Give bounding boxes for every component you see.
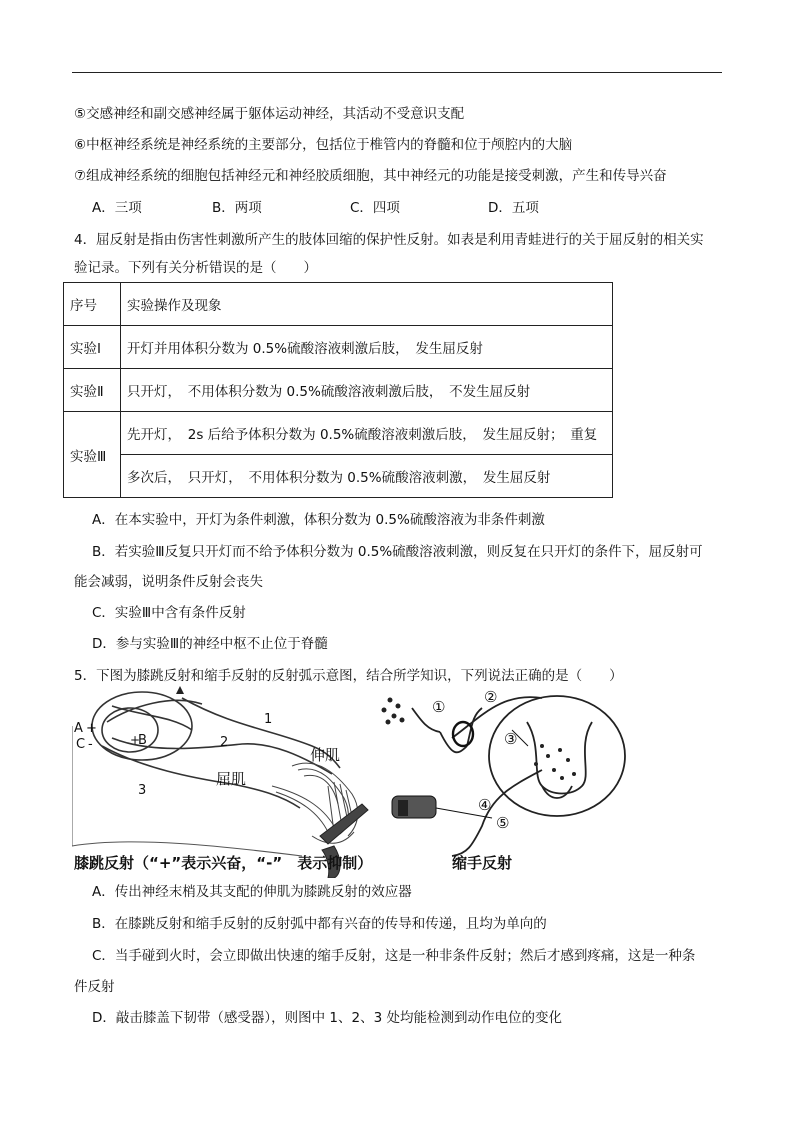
table-header-id: 序号 xyxy=(64,283,121,326)
q4-option-d[interactable]: D．参与实验Ⅲ的神经中枢不止位于脊髓 xyxy=(92,636,328,652)
q4-stem-line2: 验记录。下列有关分析错误的是（ ） xyxy=(74,260,317,276)
q3-option-a[interactable]: A．三项 xyxy=(92,200,142,216)
label-extensor: 伸肌 xyxy=(310,746,341,764)
header-rule xyxy=(72,72,722,73)
q5-option-a[interactable]: A．传出神经末梢及其支配的伸肌为膝跳反射的效应器 xyxy=(92,884,412,900)
reflex-arc-drawing xyxy=(72,686,652,878)
label-circled-2: ② xyxy=(484,688,498,706)
table-cell-id: 实验Ⅱ xyxy=(64,369,121,412)
label-circled-5: ⑤ xyxy=(496,814,510,832)
statement-7: ⑦组成神经系统的细胞包括神经元和神经胶质细胞，其中神经元的功能是接受刺激，产生和传导兴奋 xyxy=(74,168,667,184)
table-row xyxy=(64,455,613,498)
svg-text:-: - xyxy=(88,737,93,752)
table-row xyxy=(64,412,613,455)
label-2: 2 xyxy=(220,735,229,750)
table-row xyxy=(64,326,613,369)
label-circled-3: ③ xyxy=(504,730,518,748)
q4-option-b-cont: 能会减弱，说明条件反射会丧失 xyxy=(74,574,263,590)
table-header-procedure: 实验操作及现象 xyxy=(121,283,613,326)
reflex-arc-figure xyxy=(72,686,652,878)
statement-5: ⑤交感神经和副交感神经属于躯体运动神经，其活动不受意识支配 xyxy=(74,106,465,122)
label-a: A xyxy=(74,721,83,736)
table-cell-id: 实验Ⅰ xyxy=(64,326,121,369)
q5-option-c[interactable]: C．当手碰到火时，会立即做出快速的缩手反射，这是一种非条件反射；然后才感到疼痛，这是一种条 xyxy=(92,948,696,964)
q3-option-c[interactable]: C．四项 xyxy=(350,200,400,216)
q3-option-d[interactable]: D．五项 xyxy=(488,200,539,216)
q5-option-d[interactable]: D．敲击膝盖下韧带（感受器），则图中 1、2、3 处均能检测到动作电位的变化 xyxy=(92,1010,562,1026)
table-header-row xyxy=(64,283,613,326)
label-circled-1: ① xyxy=(432,698,446,716)
q4-stem-line1: 4．屈反射是指由伤害性刺激所产生的肢体回缩的保护性反射。如表是利用青蛙进行的关于屈反射的相关实 xyxy=(74,232,704,248)
q4-option-c[interactable]: C．实验Ⅲ中含有条件反射 xyxy=(92,605,246,621)
label-flexor: 屈肌 xyxy=(216,770,247,788)
q3-option-b[interactable]: B．两项 xyxy=(212,200,262,216)
table-cell-text: 先开灯， 2s 后给予体积分数为 0.5%硫酸溶液刺激后肢， 发生屈反射； 重复 xyxy=(121,412,613,455)
label-circled-4: ④ xyxy=(478,796,492,814)
label-b: B xyxy=(138,733,147,748)
label-3: 3 xyxy=(138,783,147,798)
label-1: 1 xyxy=(264,712,273,727)
caption-knee-jerk: 膝跳反射（“+”表示兴奋，“-” 表示抑制） xyxy=(74,854,373,872)
table-row xyxy=(64,369,613,412)
table-cell-text: 多次后， 只开灯， 不用体积分数为 0.5%硫酸溶液刺激， 发生屈反射 xyxy=(121,455,613,498)
svg-text:+: + xyxy=(86,721,97,736)
q5-stem: 5．下图为膝跳反射和缩手反射的反射弧示意图，结合所学知识，下列说法正确的是（ ） xyxy=(74,668,623,684)
table-cell-text: 只开灯， 不用体积分数为 0.5%硫酸溶液刺激后肢， 不发生屈反射 xyxy=(121,369,613,412)
svg-text:+: + xyxy=(130,733,141,747)
q4-option-b[interactable]: B．若实验Ⅲ反复只开灯而不给予体积分数为 0.5%硫酸溶液刺激，则反复在只开灯的条件下，屈反射可 xyxy=(92,544,703,560)
q5-option-c-cont: 件反射 xyxy=(74,979,115,995)
caption-withdrawal: 缩手反射 xyxy=(452,854,513,872)
statement-6: ⑥中枢神经系统是神经系统的主要部分，包括位于椎管内的脊髓和位于颅腔内的大脑 xyxy=(74,137,573,153)
table-cell-text: 开灯并用体积分数为 0.5%硫酸溶液刺激后肢， 发生屈反射 xyxy=(121,326,613,369)
experiment-table xyxy=(63,282,613,498)
q4-option-a[interactable]: A．在本实验中，开灯为条件刺激，体积分数为 0.5%硫酸溶液为非条件刺激 xyxy=(92,512,545,528)
q5-option-b[interactable]: B．在膝跳反射和缩手反射的反射弧中都有兴奋的传导和传递，且均为单向的 xyxy=(92,916,547,932)
label-c: C xyxy=(76,737,86,752)
table-cell-id: 实验Ⅲ xyxy=(64,412,121,498)
